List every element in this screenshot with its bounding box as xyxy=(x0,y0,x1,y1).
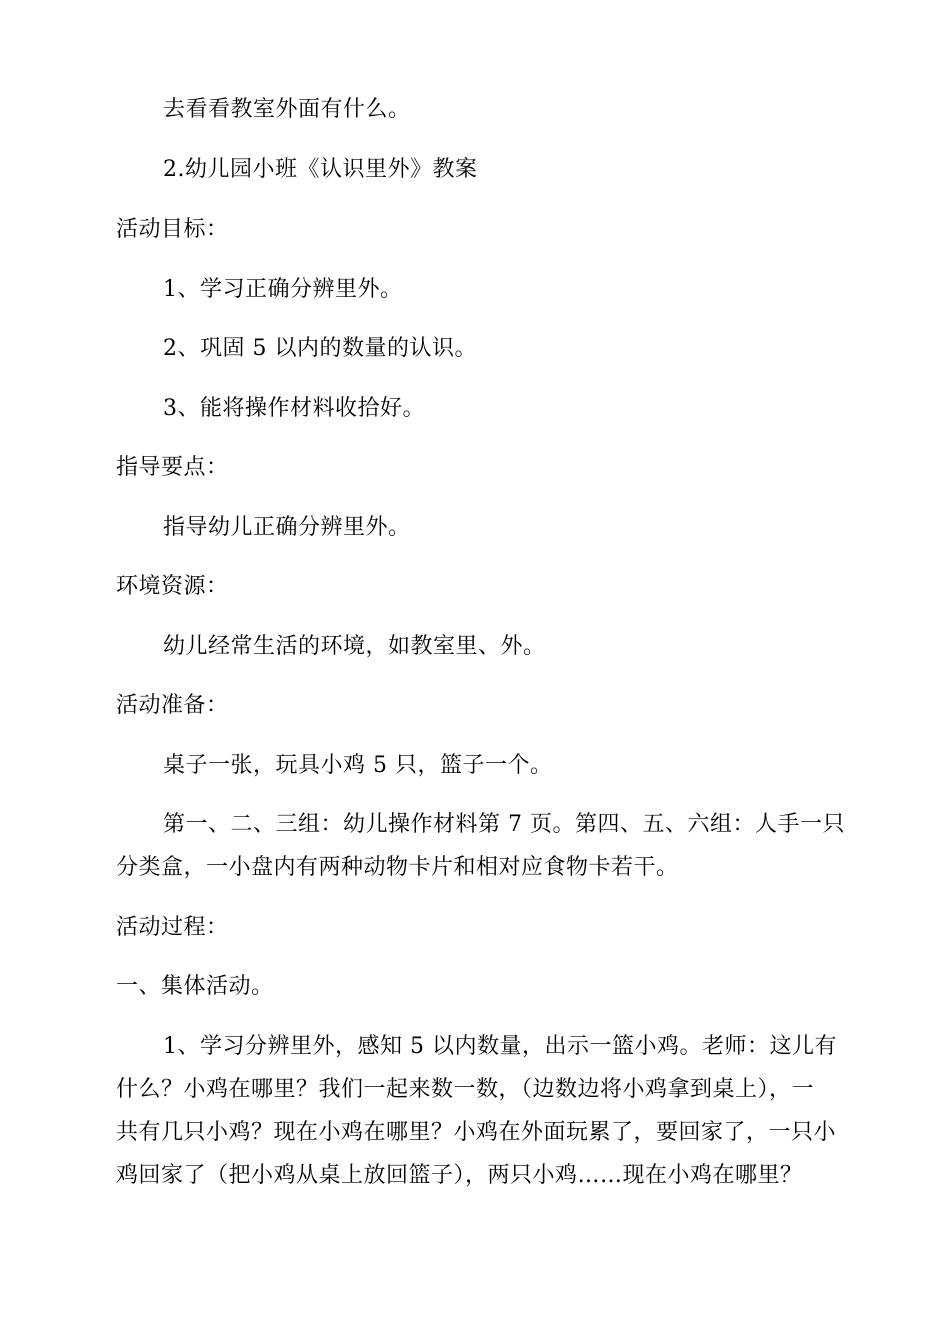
paragraph-line: 1、学习分辨里外，感知 5 以内数量，出示一篮小鸡。老师：这儿有 xyxy=(163,1034,837,1059)
subheading-group-activity: 一、集体活动。 xyxy=(116,974,274,999)
paragraph-line: 什么？小鸡在哪里？我们一起来数一数，（边数边将小鸡拿到桌上），一 xyxy=(116,1077,815,1102)
paragraph-line: 指导幼儿正确分辨里外。 xyxy=(163,515,411,540)
section-heading: 2.幼儿园小班《认识里外》教案 xyxy=(163,157,478,182)
paragraph-line: 第一、二、三组：幼儿操作材料第 7 页。第四、五、六组：人手一只 xyxy=(163,812,845,837)
goal-item: 3、能将操作材料收拾好。 xyxy=(163,396,425,421)
subheading-activity-goals: 活动目标： xyxy=(116,217,229,242)
paragraph-line: 分类盒，一小盘内有两种动物卡片和相对应食物卡若干。 xyxy=(116,855,679,880)
goal-item: 2、巩固 5 以内的数量的认识。 xyxy=(163,336,477,361)
paragraph-line: 去看看教室外面有什么。 xyxy=(163,97,411,122)
goal-item: 1、学习正确分辨里外。 xyxy=(163,277,403,302)
paragraph-line: 共有几只小鸡？现在小鸡在哪里？小鸡在外面玩累了，要回家了，一只小 xyxy=(116,1120,837,1145)
paragraph-line: 幼儿经常生活的环境，如教室里、外。 xyxy=(163,634,546,659)
subheading-preparation: 活动准备： xyxy=(116,693,229,718)
subheading-environment: 环境资源： xyxy=(116,574,229,599)
subheading-guidance: 指导要点： xyxy=(116,455,229,480)
paragraph-line: 鸡回家了（把小鸡从桌上放回篮子），两只小鸡……现在小鸡在哪里？ xyxy=(116,1163,803,1188)
subheading-process: 活动过程： xyxy=(116,915,229,940)
paragraph-line: 桌子一张，玩具小鸡 5 只，篮子一个。 xyxy=(163,753,553,778)
